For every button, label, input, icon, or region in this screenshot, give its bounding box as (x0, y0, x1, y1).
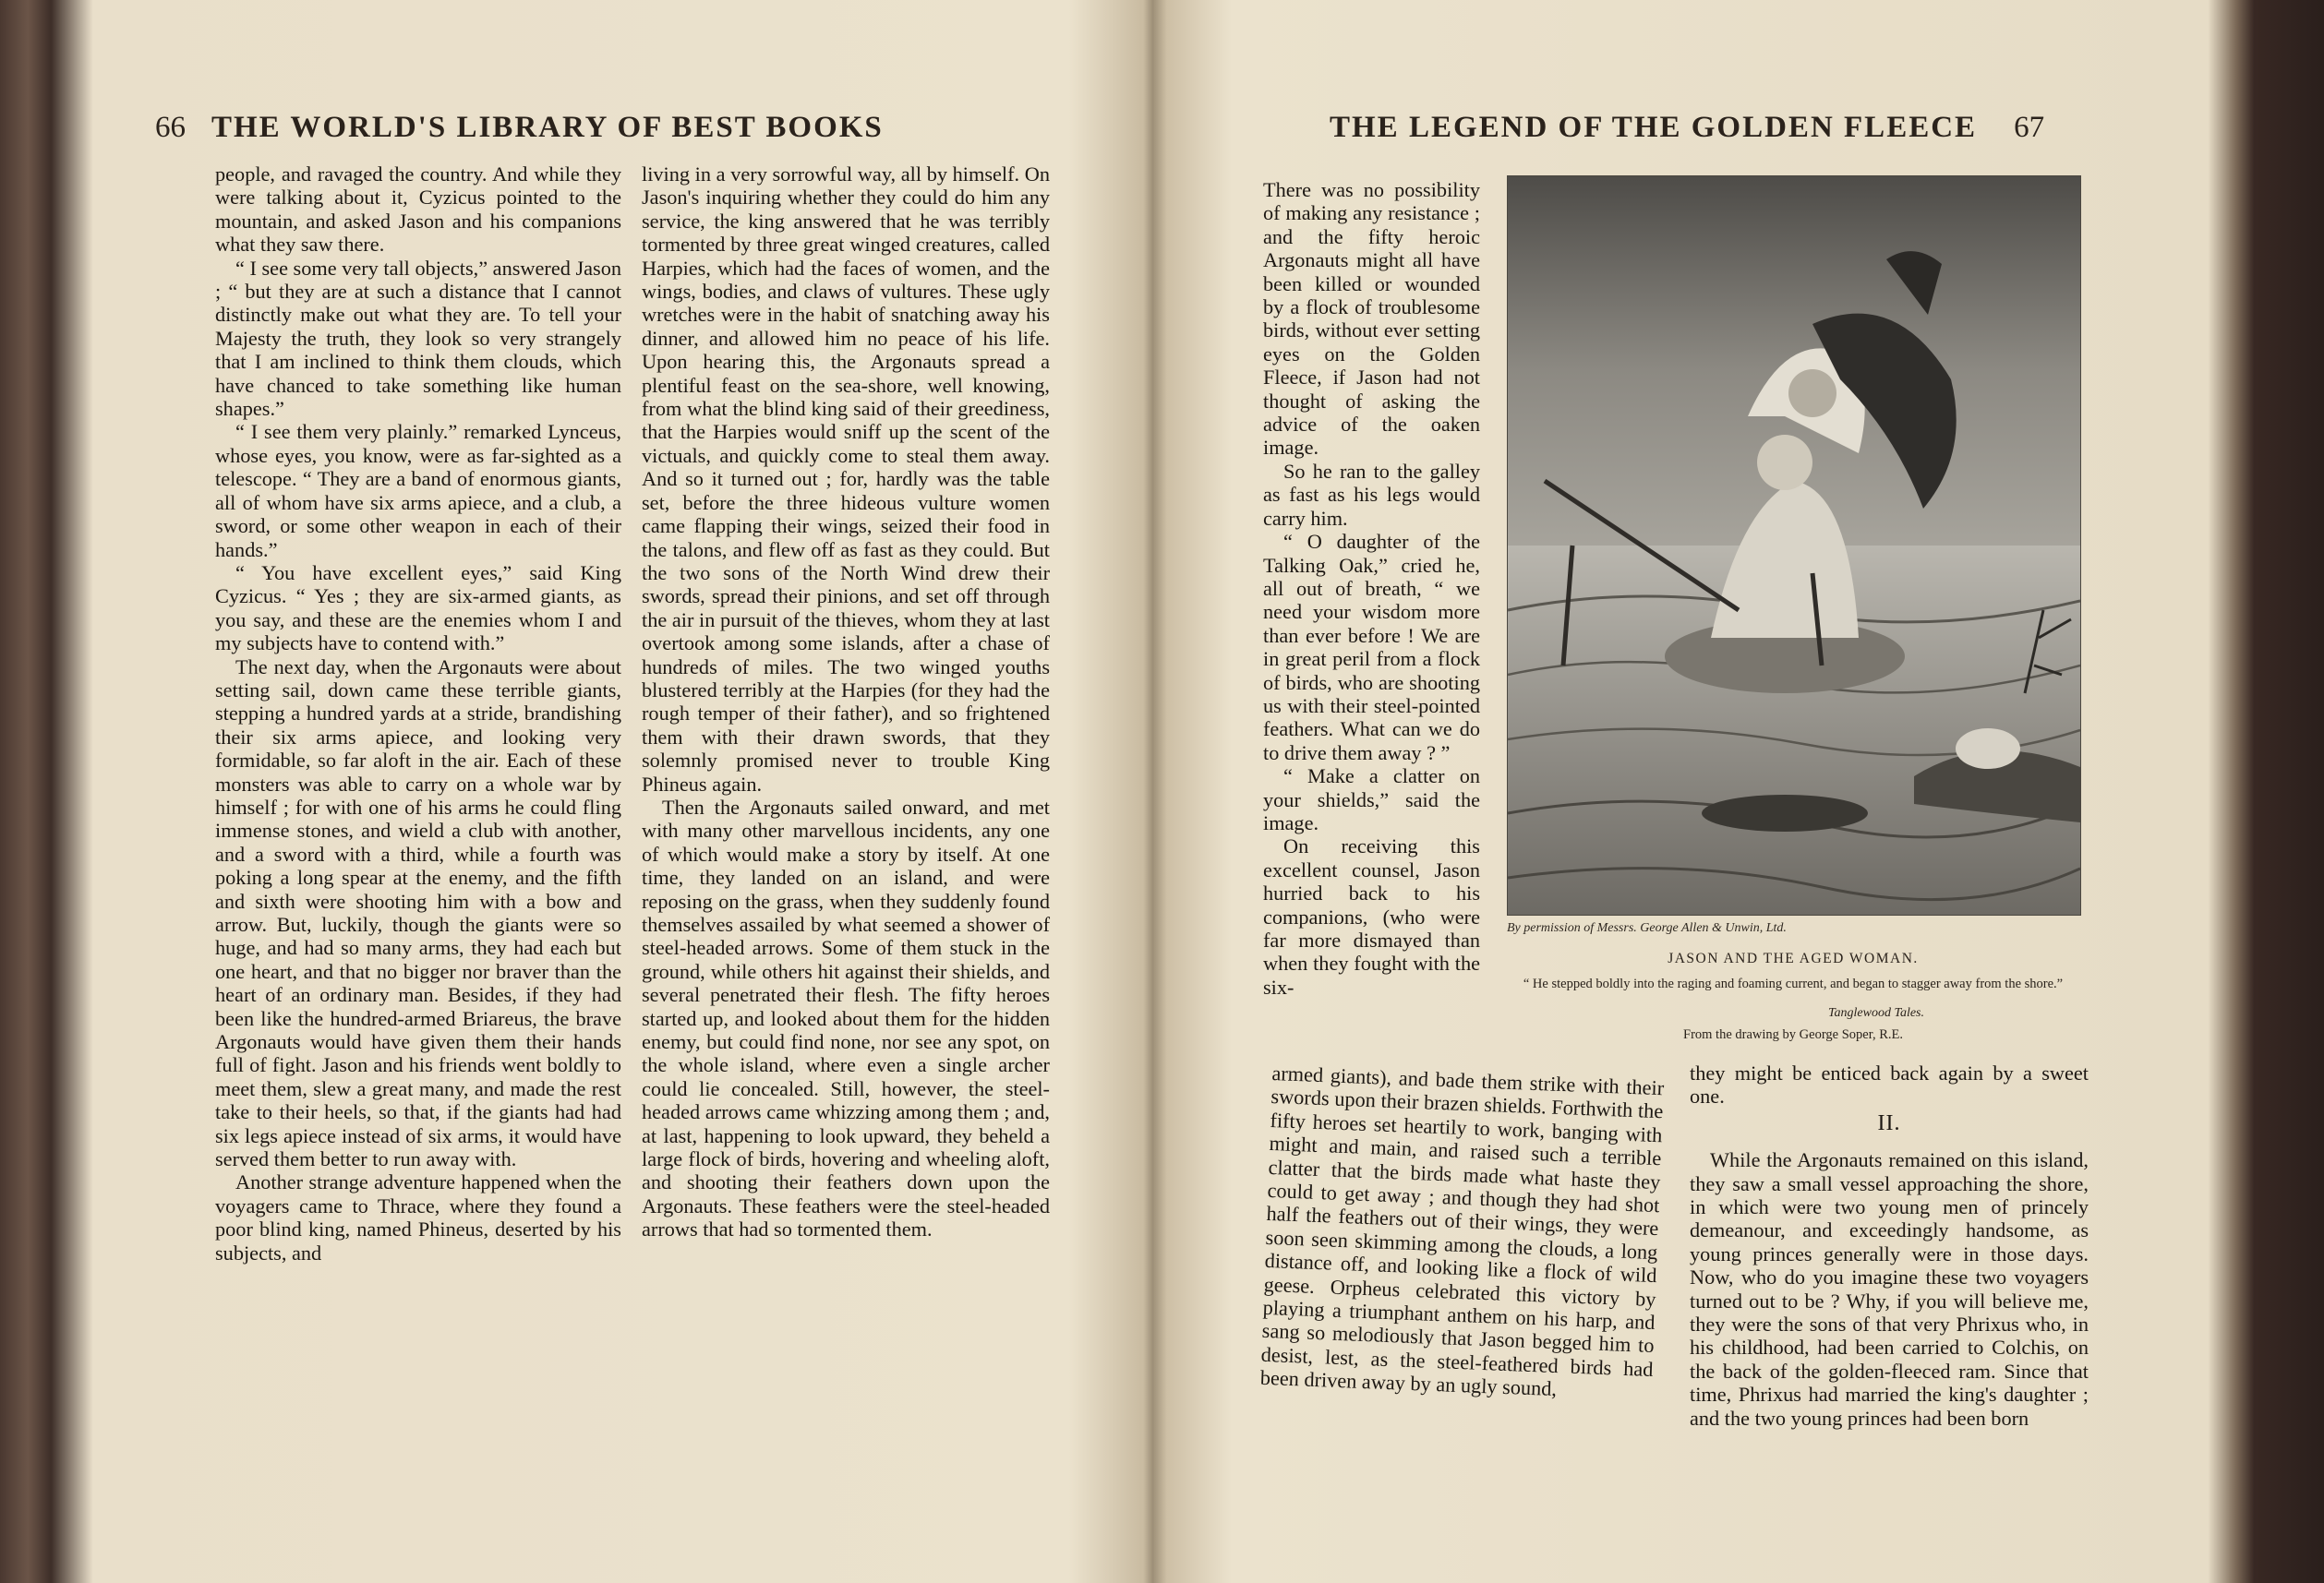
paragraph: armed giants), and bade them strike with their swords upon their brazen shields. Forthwith the fifty heroes set heartily to work, banging with might and main, and raised such a terrible clatter that the birds made what haste they could to get away ; and though they had shot half the feathers out of their wings, they were soon seen skimming among the clouds, a long distance off, and looking like a flock of wild geese. Orpheus celebrated this victory by playing a triumphant anthem on his harp, and sang so melodiously that Jason begged him to desist, lest, as the steel-feathered birds had been driven away by an ugly sound, (1259, 1061, 1665, 1401)
right-running-title: THE LEGEND OF THE GOLDEN FLEECE (1330, 111, 1978, 144)
section-heading: II. (1877, 1110, 1901, 1135)
illustration-drawing (1508, 176, 2080, 915)
paragraph: “ You have excellent eyes,” said King Cyzicus. “ Yes ; they are six-armed giants, as you say, and these are the enemies whom I and my subjects have to contend with.” (215, 560, 621, 655)
illustration-source: Tanglewood Tales. (1828, 1006, 1924, 1020)
right-running-head (1330, 111, 2044, 157)
paragraph: “ Make a clatter on your shields,” said the image. (1263, 764, 1480, 834)
paragraph: “ I see them very plainly.” remarked Lynceus, whose eyes, you know, were as far-sighted as a telescope. “ They are a band of enormous giants, all of whom have six arms apiece, and a club, a sword, or some other weapon in each of their hands.” (215, 420, 621, 561)
right-page-number: 67 (2014, 111, 2045, 144)
paragraph: people, and ravaged the country. And while they were talking about it, Cyzicus pointed to the mountain, and asked Jason and his companions what they saw there. (215, 162, 621, 257)
left-page-number: 66 (155, 111, 186, 144)
illustration-credit: By permission of Messrs. George Allen & Unwin, Ltd. (1507, 921, 1787, 935)
illustration-title: JASON AND THE AGED WOMAN. (1668, 951, 1919, 966)
paragraph: Another strange adventure happened when the voyagers came to Thrace, where they found a poor blind king, named Phineus, deserted by his subjects, and (215, 1170, 621, 1265)
illustration-quote: “ He stepped boldly into the raging and foaming current, and began to stagger away from the shore.” (1523, 977, 2064, 991)
right-column-lower-left (1259, 1061, 1664, 1405)
paragraph: they might be enticed back again by a sweet one. (1690, 1061, 2089, 1109)
paragraph: “ O daughter of the Talking Oak,” cried he, all out of breath, “ we need your wisdom more than ever before ! We are in great peril from a flock of birds, who are shooting us with their steel-pointed feathers. What can we do to drive them away ? ” (1263, 530, 1480, 764)
left-running-head (155, 111, 884, 157)
paragraph: So he ran to the galley as fast as his legs would carry him. (1263, 459, 1480, 530)
paragraph: living in a very sorrowful way, all by himself. On Jason's inquiring whether they could do him any service, the king answered that he was terribly tormented by three great winged creatures, called Harpies, which had the faces of women, and the wings, bodies, and claws of vultures. These ugly wretches were in the habit of snatching away his dinner, and allowed him no peace of his life. Upon hearing this, the Argonauts spread a plentiful feast on the sea-shore, well knowing, from what the blind king said of their greediness, that the Harpies would sniff up the scent of the victuals, and quickly come to steal them away. And so it turned out ; for, hardly was the table set, before the three hideous vulture women came flapping their wings, seized their food in the talons, and flew off as fast as they could. But the two sons of the North Wind drew their swords, spread their pinions, and set off through the air in pursuit of the thieves, whom they at last overtook among some islands, after a chase of hundreds of miles. The two winged youths blustered terribly at the Harpies (for they had the rough temper of their father), and so frightened them with their drawn swords, that they solemnly promised never to trouble King Phineus again. (642, 162, 1050, 796)
left-running-title: THE WORLD'S LIBRARY OF BEST BOOKS (211, 111, 884, 144)
paragraph: On receiving this excellent counsel, Jason hurried back to his companions, (who were far more dismayed than when they fought with the six- (1263, 834, 1480, 999)
illustration-jason-and-aged-woman (1507, 175, 2081, 916)
left-column-1 (215, 162, 621, 1265)
paragraph: While the Argonauts remained on this island, they saw a small vessel approaching the shore, in which were two young men of princely demeanour, and exceedingly handsome, as young princes generally were in those days. Now, who do you imagine these two voyagers turned out to be ? Why, if you will believe me, they were the sons of that very Phrixus who, in his childhood, had been carried to Colchis, on the back of the golden-fleeced ram. Since that time, Phrixus had married the king's daughter ; and the two young princes had been born (1690, 1148, 2089, 1430)
paragraph: There was no possibility of making any resistance ; and the fifty heroic Argonauts might all have been killed or wounded by a flock of troublesome birds, without ever setting eyes on the Golden Fleece, if Jason had not thought of asking the advice of the oaken image. (1263, 178, 1480, 460)
illustration-artist: From the drawing by George Soper, R.E. (1683, 1027, 1903, 1042)
left-column-2 (642, 162, 1050, 1241)
paragraph: Then the Argonauts sailed onward, and met with many other marvellous incidents, any one of which would make a story by itself. At one time, they landed on an island, and were reposing on the grass, when they suddenly found themselves assailed by what seemed a shower of steel-headed arrows. Some of them stuck in the ground, while others hit against their shields, and several penetrated their flesh. The fifty heroes started up, and looked about them for the hidden enemy, but could find none, nor see any spot, on the whole island, where even a single archer could lie concealed. Still, however, the steel-headed arrows came whizzing among them ; and, at last, happening to look upward, they beheld a large flock of birds, hovering and wheeling aloft, and shooting their feathers down upon the Argonauts. These feathers were the steel-headed arrows that had so tormented them. (642, 795, 1050, 1241)
paragraph: “ I see some very tall objects,” answered Jason ; “ but they are at such a distance that I cannot distinctly make out what they are. To tell your Majesty the truth, they look so very strangely that I am inclined to think them clouds, which have chanced to take something like human shapes.” (215, 256, 621, 421)
paragraph: The next day, when the Argonauts were about setting sail, down came these terrible giants, stepping a hundred yards at a stride, brandishing their six arms apiece, and looking very formidable, so far aloft in the air. Each of these monsters was able to carry on a whole war by himself ; for with one of his arms he could fling immense stones, and wield a club with another, and a sword with a third, while a fourth was poking a long spear at the enemy, and the fifth and sixth were shooting him with a bow and arrow. But, luckily, though the giants were so huge, and had so many arms, they had each but one heart, and that no bigger nor braver than the heart of an ordinary man. Besides, if they had been like the hundred-armed Briareus, the brave Argonauts would have given them their hands full of fight. Jason and his friends went boldly to meet them, slew a great many, and made the rest take to their heels, so that, if the giants had had six legs apiece instead of six arms, it would have served them better to run away with. (215, 654, 621, 1171)
right-column-beside-figure (1263, 178, 1480, 999)
right-column-lower-right (1690, 1061, 2089, 1430)
